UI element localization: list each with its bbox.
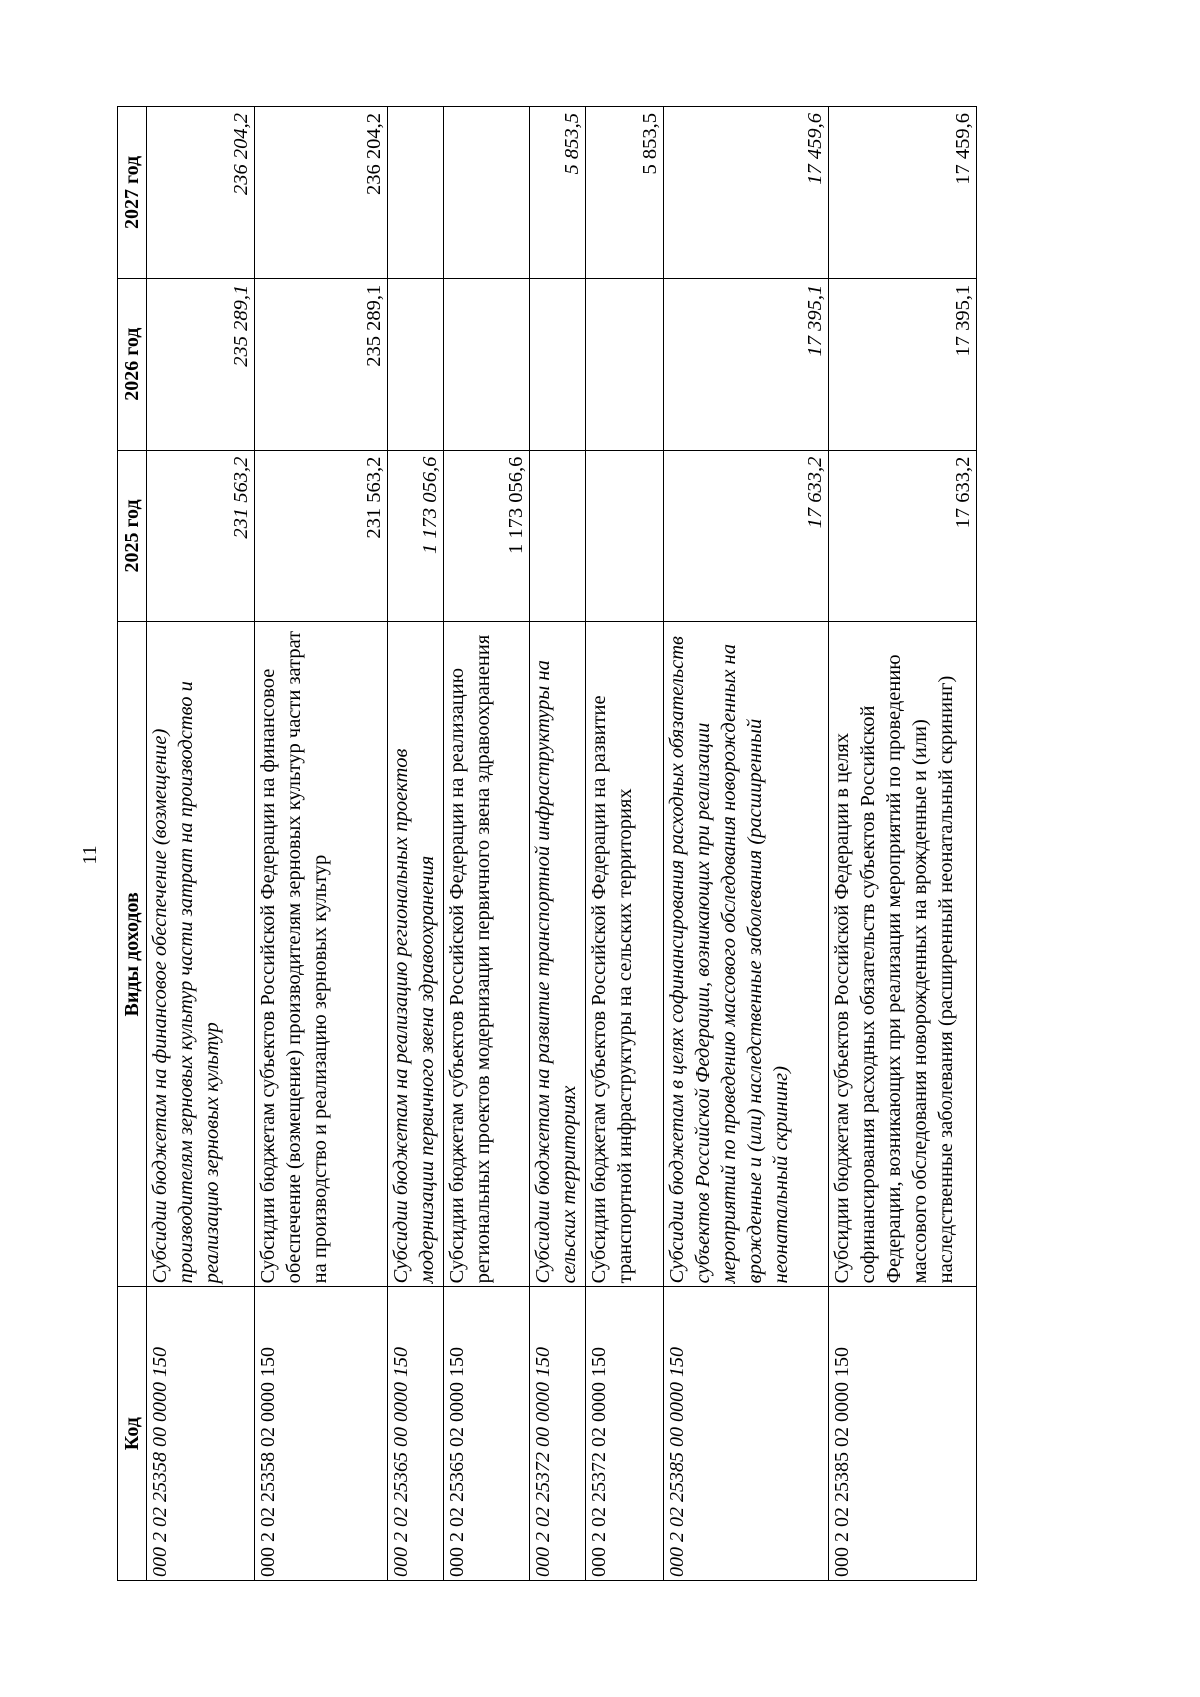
code-cell: 000 2 02 25385 02 0000 150 xyxy=(828,1287,976,1581)
value-2027-cell: 17 459,6 xyxy=(664,107,828,279)
value-2027-cell: 5 853,5 xyxy=(529,107,585,279)
code-cell: 000 2 02 25372 00 0000 150 xyxy=(529,1287,585,1581)
value-2025-cell xyxy=(586,450,664,622)
code-cell: 000 2 02 25365 00 0000 150 xyxy=(387,1287,443,1581)
value-2026-cell xyxy=(529,278,585,450)
table-container xyxy=(117,106,977,1581)
value-2026-cell: 17 395,1 xyxy=(664,278,828,450)
code-cell: 000 2 02 25385 00 0000 150 xyxy=(664,1287,828,1581)
header-2026: 2026 год xyxy=(118,278,147,450)
revenue-type-cell: Субсидии бюджетам в целях софинансирования расходных обязательств субъектов Российской Федерации, возникающих при реализации мероприятий по проведению массового обследования новорожденных на врожденные и (или) наследственные заболевания (расширенный неонатальный скрининг) xyxy=(664,622,828,1287)
revenue-type-cell: Субсидии бюджетам субъектов Российской Федерации на реализацию региональных проектов модернизации первичного звена здравоохранения xyxy=(443,622,529,1287)
code-cell: 000 2 02 25372 02 0000 150 xyxy=(586,1287,664,1581)
code-cell: 000 2 02 25358 02 0000 150 xyxy=(255,1287,387,1581)
value-2025-cell xyxy=(529,450,585,622)
value-2025-cell: 17 633,2 xyxy=(664,450,828,622)
value-2027-cell: 236 204,2 xyxy=(147,107,255,279)
value-2027-cell: 5 853,5 xyxy=(586,107,664,279)
value-2026-cell xyxy=(443,278,529,450)
code-cell: 000 2 02 25358 00 0000 150 xyxy=(147,1287,255,1581)
revenue-type-cell: Субсидии бюджетам субъектов Российской Федерации в целях софинансирования расходных обязательств субъектов Российской Федерации, возникающих при реализации мероприятий по проведению массового обследования новорожденных на врожденные и (или) наследственные заболевания (расширенный неонатальный скрининг) xyxy=(828,622,976,1287)
value-2025-cell: 17 633,2 xyxy=(828,450,976,622)
page-number: 11 xyxy=(79,845,101,865)
value-2026-cell xyxy=(387,278,443,450)
value-2025-cell: 231 563,2 xyxy=(147,450,255,622)
value-2027-cell xyxy=(387,107,443,279)
header-type: Виды доходов xyxy=(118,622,147,1287)
value-2025-cell: 1 173 056,6 xyxy=(443,450,529,622)
table-row xyxy=(443,107,529,1581)
value-2025-cell: 231 563,2 xyxy=(255,450,387,622)
revenue-type-cell: Субсидии бюджетам субъектов Российской Федерации на развитие транспортной инфраструктуры на сельских территориях xyxy=(586,622,664,1287)
code-cell: 000 2 02 25365 02 0000 150 xyxy=(443,1287,529,1581)
table-row xyxy=(147,107,255,1581)
header-2025: 2025 год xyxy=(118,450,147,622)
table-row xyxy=(664,107,828,1581)
value-2025-cell: 1 173 056,6 xyxy=(387,450,443,622)
table-row xyxy=(529,107,585,1581)
value-2026-cell: 235 289,1 xyxy=(255,278,387,450)
revenue-type-cell: Субсидии бюджетам на развитие транспортной инфраструктуры на сельских территориях xyxy=(529,622,585,1287)
revenue-table xyxy=(117,106,977,1581)
value-2026-cell xyxy=(586,278,664,450)
table-row xyxy=(828,107,976,1581)
header-2027: 2027 год xyxy=(118,107,147,279)
value-2027-cell: 17 459,6 xyxy=(828,107,976,279)
revenue-type-cell: Субсидии бюджетам на финансовое обеспечение (возмещение) производителям зерновых культур части затрат на производство и реализацию зерновых культур xyxy=(147,622,255,1287)
header-code: Код xyxy=(118,1287,147,1581)
value-2027-cell: 236 204,2 xyxy=(255,107,387,279)
revenue-type-cell: Субсидии бюджетам субъектов Российской Федерации на финансовое обеспечение (возмещение) производителям зерновых культур части затрат на производство и реализацию зерновых культур xyxy=(255,622,387,1287)
value-2027-cell xyxy=(443,107,529,279)
table-row xyxy=(586,107,664,1581)
table-row xyxy=(387,107,443,1581)
value-2026-cell: 17 395,1 xyxy=(828,278,976,450)
table-row xyxy=(255,107,387,1581)
revenue-type-cell: Субсидии бюджетам на реализацию региональных проектов модернизации первичного звена здравоохранения xyxy=(387,622,443,1287)
value-2026-cell: 235 289,1 xyxy=(147,278,255,450)
